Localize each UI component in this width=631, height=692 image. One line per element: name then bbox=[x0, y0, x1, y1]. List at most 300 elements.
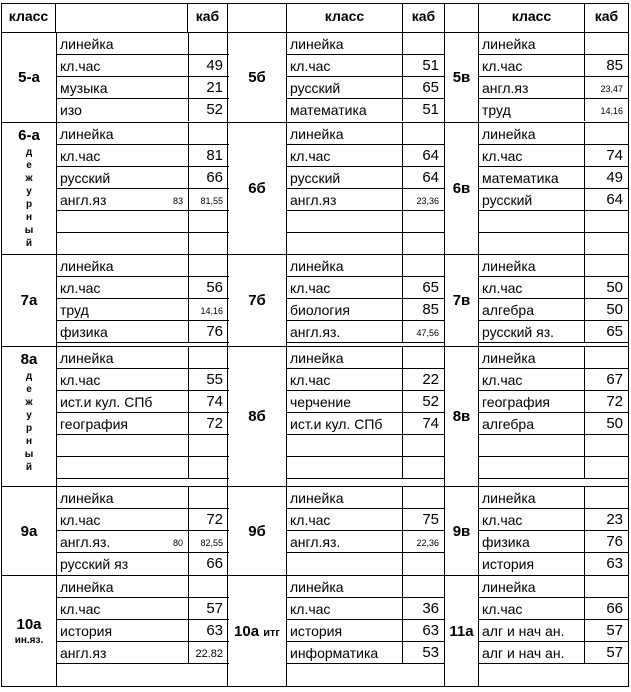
lesson-subject bbox=[57, 321, 189, 343]
class-name: 9б bbox=[248, 522, 266, 540]
lesson-room: 64 bbox=[606, 191, 623, 208]
lesson-subject bbox=[287, 413, 403, 435]
lesson-row bbox=[287, 553, 445, 575]
lesson-room bbox=[403, 576, 445, 598]
class-name-cell bbox=[445, 576, 479, 686]
lesson-row bbox=[479, 435, 629, 457]
subject-text: линейка bbox=[60, 579, 114, 595]
class-name-cell bbox=[228, 576, 287, 686]
lesson-subject bbox=[57, 642, 189, 664]
lesson-room: 81,55 bbox=[200, 196, 223, 206]
class-block bbox=[445, 347, 629, 487]
lesson-row bbox=[287, 435, 445, 457]
class-name-cell bbox=[445, 255, 479, 346]
subject-text: линейка bbox=[60, 350, 114, 366]
lesson-row bbox=[57, 487, 229, 509]
lesson-room bbox=[403, 233, 445, 255]
lesson-room: 51 bbox=[422, 101, 439, 118]
duty-label bbox=[25, 370, 34, 474]
lesson-subject bbox=[57, 77, 189, 99]
subject-text: ист.и кул. СПб bbox=[290, 416, 383, 432]
header-room-2: каб bbox=[403, 3, 445, 33]
class-block bbox=[445, 487, 629, 576]
duty-letter: е bbox=[26, 384, 32, 395]
lesson-subject bbox=[287, 553, 403, 575]
duty-letter: ы bbox=[24, 449, 34, 460]
lesson-room: 14,16 bbox=[600, 106, 623, 116]
subject-text: кл.час bbox=[482, 148, 523, 164]
subject-text: линейка bbox=[290, 490, 344, 506]
lesson-subject bbox=[479, 487, 585, 509]
lesson-subject bbox=[57, 167, 189, 189]
lesson-subject bbox=[57, 531, 189, 553]
lesson-subject bbox=[479, 145, 585, 167]
class-name-cell bbox=[2, 255, 57, 346]
subject-text: кл.час bbox=[290, 372, 331, 388]
lesson-row bbox=[479, 55, 629, 77]
subject-text: линейка bbox=[60, 126, 114, 142]
lesson-room bbox=[585, 211, 629, 233]
lesson-room: 57 bbox=[206, 600, 223, 617]
lesson-row bbox=[287, 457, 445, 479]
duty-letter: й bbox=[25, 462, 33, 473]
lesson-subject bbox=[57, 189, 189, 211]
lesson-room: 50 bbox=[606, 415, 623, 432]
lesson-room: 82,55 bbox=[200, 538, 223, 548]
lesson-subject bbox=[287, 233, 403, 255]
lesson-room: 74 bbox=[206, 393, 223, 410]
lesson-row bbox=[287, 642, 445, 664]
lesson-row bbox=[479, 77, 629, 99]
subject-text: кл.час bbox=[482, 58, 523, 74]
subject-text: физика bbox=[482, 534, 530, 550]
lesson-row bbox=[287, 413, 445, 435]
duty-letter: е bbox=[26, 160, 32, 171]
header-empty-1 bbox=[56, 3, 188, 33]
lesson-row bbox=[287, 531, 445, 553]
duty-letter: р bbox=[25, 199, 33, 210]
lesson-subject bbox=[57, 413, 189, 435]
lesson-room: 65 bbox=[422, 279, 439, 296]
lesson-row bbox=[479, 457, 629, 479]
lesson-subject bbox=[57, 99, 189, 121]
subject-text: линейка bbox=[60, 258, 114, 274]
lesson-row bbox=[57, 123, 229, 145]
subject-text: история bbox=[290, 623, 343, 639]
lesson-subject bbox=[287, 123, 403, 145]
subject-text: музыка bbox=[60, 80, 108, 96]
subject-text: кл.час bbox=[60, 58, 101, 74]
lesson-room bbox=[189, 576, 229, 598]
lesson-room: 23,36 bbox=[416, 196, 439, 206]
subject-text: алг и нач ан. bbox=[482, 623, 565, 639]
subject-text: физика bbox=[60, 324, 108, 340]
lesson-room: 72 bbox=[206, 415, 223, 432]
subject-text: география bbox=[60, 416, 128, 432]
lesson-row bbox=[57, 553, 229, 575]
lesson-subject bbox=[287, 576, 403, 598]
lesson-row bbox=[287, 145, 445, 167]
lesson-subject bbox=[479, 167, 585, 189]
lesson-row bbox=[57, 145, 229, 167]
class-block bbox=[1, 123, 228, 255]
lesson-room bbox=[585, 233, 629, 255]
lesson-row bbox=[57, 167, 229, 189]
duty-letter: р bbox=[25, 423, 33, 434]
lesson-subject bbox=[287, 620, 403, 642]
lesson-room: 57 bbox=[606, 622, 623, 639]
subject-text: алгебра bbox=[482, 302, 534, 318]
lesson-room: 85 bbox=[606, 57, 623, 74]
lesson-room: 23 bbox=[606, 511, 623, 528]
subject-text: линейка bbox=[290, 126, 344, 142]
subject-text: труд bbox=[482, 102, 511, 118]
lesson-row bbox=[479, 189, 629, 211]
subject-text: кл.час bbox=[290, 58, 331, 74]
subject-text: русский bbox=[60, 170, 111, 186]
lesson-row bbox=[479, 211, 629, 233]
duty-letter: н bbox=[25, 436, 33, 447]
lesson-subject bbox=[479, 255, 585, 277]
lesson-subject bbox=[287, 145, 403, 167]
lesson-subject bbox=[287, 189, 403, 211]
lesson-room bbox=[585, 576, 629, 598]
duty-letter: у bbox=[26, 186, 32, 197]
lesson-row bbox=[57, 299, 229, 321]
lesson-subject bbox=[479, 55, 585, 77]
subject-text: линейка bbox=[482, 490, 536, 506]
lesson-row bbox=[287, 211, 445, 233]
class-name: 5в bbox=[452, 69, 471, 86]
lesson-subject bbox=[287, 33, 403, 55]
class-name: 9в bbox=[452, 522, 471, 540]
subject-text: кл.час bbox=[60, 372, 101, 388]
lesson-room bbox=[189, 435, 229, 457]
lesson-subject bbox=[287, 509, 403, 531]
lesson-room bbox=[403, 211, 445, 233]
lesson-subject bbox=[287, 167, 403, 189]
subject-text: линейка bbox=[482, 36, 536, 52]
lesson-row bbox=[287, 167, 445, 189]
lesson-subject bbox=[57, 233, 189, 255]
lesson-room: 67 bbox=[606, 371, 623, 388]
subject-text: изо bbox=[60, 102, 82, 118]
lesson-room: 76 bbox=[606, 533, 623, 550]
lesson-room: 50 bbox=[606, 301, 623, 318]
lesson-subject bbox=[479, 642, 585, 664]
lesson-room bbox=[403, 347, 445, 369]
subject-text: кл.час bbox=[60, 280, 101, 296]
lesson-row bbox=[479, 347, 629, 369]
lesson-room bbox=[189, 33, 229, 55]
lesson-room: 74 bbox=[606, 147, 623, 164]
lesson-row bbox=[287, 299, 445, 321]
lesson-row bbox=[479, 369, 629, 391]
lesson-row bbox=[57, 255, 229, 277]
class-block bbox=[445, 123, 629, 255]
subject-text: кл.час bbox=[482, 512, 523, 528]
subject-text: линейка bbox=[290, 350, 344, 366]
class-block bbox=[1, 347, 228, 487]
class-name-cell bbox=[228, 487, 287, 575]
lesson-subject bbox=[479, 553, 585, 575]
lesson-subject bbox=[479, 457, 585, 479]
lesson-room bbox=[585, 457, 629, 479]
lesson-subject bbox=[287, 347, 403, 369]
header-class-3: класс bbox=[479, 3, 585, 33]
lesson-row bbox=[287, 233, 445, 255]
duty-letter: ы bbox=[24, 225, 34, 236]
subject-text: история bbox=[482, 556, 535, 572]
lesson-row bbox=[287, 123, 445, 145]
class-name-cell bbox=[228, 33, 287, 122]
lesson-row bbox=[287, 620, 445, 642]
lesson-subject bbox=[479, 321, 585, 343]
lesson-subject bbox=[57, 576, 189, 598]
lesson-room bbox=[403, 435, 445, 457]
lesson-subject bbox=[479, 531, 585, 553]
class-block bbox=[1, 255, 228, 347]
lesson-row bbox=[287, 487, 445, 509]
lesson-subject bbox=[57, 369, 189, 391]
lesson-room bbox=[403, 457, 445, 479]
lesson-room: 50 bbox=[606, 279, 623, 296]
class-name: 8в bbox=[452, 408, 471, 425]
class-name-cell bbox=[228, 123, 287, 254]
lesson-subject bbox=[287, 531, 403, 553]
subject-text: кл.час bbox=[290, 512, 331, 528]
subject-text: математика bbox=[482, 170, 559, 186]
lesson-subject bbox=[287, 457, 403, 479]
lesson-subject bbox=[57, 145, 189, 167]
lesson-room: 81 bbox=[206, 147, 223, 164]
schedule-table bbox=[1, 3, 629, 687]
subject-text: русский bbox=[290, 80, 341, 96]
lesson-subject bbox=[57, 487, 189, 509]
lesson-row bbox=[479, 99, 629, 121]
lesson-row bbox=[287, 277, 445, 299]
lesson-room: 49 bbox=[206, 57, 223, 74]
lesson-subject bbox=[57, 391, 189, 413]
subject-text: линейка bbox=[60, 490, 114, 506]
lesson-row bbox=[57, 598, 229, 620]
lesson-subject bbox=[479, 99, 585, 121]
lesson-subject bbox=[479, 33, 585, 55]
class-subtitle: ин.яз. bbox=[14, 635, 44, 646]
lesson-room: 76 bbox=[206, 323, 223, 340]
duty-letter: й bbox=[25, 238, 33, 249]
lesson-row bbox=[287, 576, 445, 598]
header-empty-3a bbox=[445, 3, 479, 33]
class-name: 6-а bbox=[18, 127, 40, 144]
class-name: 7а bbox=[20, 292, 38, 309]
lesson-subject bbox=[479, 123, 585, 145]
lesson-subject bbox=[479, 509, 585, 531]
class-name-cell bbox=[445, 487, 479, 575]
lesson-row bbox=[57, 347, 229, 369]
lesson-row bbox=[57, 211, 229, 233]
subject-text: англ.яз. bbox=[60, 534, 111, 550]
class-name-cell bbox=[445, 347, 479, 486]
class-block bbox=[228, 576, 445, 687]
lesson-row bbox=[57, 233, 229, 255]
lesson-room: 14,16 bbox=[200, 306, 223, 316]
header-empty-2a bbox=[228, 3, 287, 33]
subject-text: англ.яз bbox=[60, 192, 107, 208]
lesson-room: 57 bbox=[606, 644, 623, 661]
lesson-row bbox=[287, 33, 445, 55]
subject-text: линейка bbox=[482, 579, 536, 595]
lesson-row bbox=[57, 189, 229, 211]
class-block bbox=[228, 487, 445, 576]
lesson-room: 23,47 bbox=[600, 84, 623, 94]
lesson-room: 21 bbox=[206, 79, 223, 96]
lesson-subject bbox=[287, 99, 403, 121]
table-header bbox=[1, 3, 629, 33]
class-name: 10а итг bbox=[234, 622, 280, 640]
class-name-cell bbox=[2, 576, 57, 686]
lesson-row bbox=[287, 77, 445, 99]
lesson-room bbox=[189, 233, 229, 255]
lesson-subject bbox=[479, 413, 585, 435]
lesson-row bbox=[57, 55, 229, 77]
lesson-row bbox=[287, 99, 445, 121]
lesson-subject bbox=[479, 435, 585, 457]
class-name-cell bbox=[228, 255, 287, 346]
lesson-room bbox=[585, 347, 629, 369]
lesson-row bbox=[479, 642, 629, 664]
subject-text: русский bbox=[482, 192, 533, 208]
subject-text: история bbox=[60, 623, 113, 639]
lesson-row bbox=[479, 487, 629, 509]
lesson-row bbox=[479, 167, 629, 189]
lesson-room: 65 bbox=[422, 79, 439, 96]
lesson-room bbox=[585, 123, 629, 145]
lesson-row bbox=[479, 33, 629, 55]
lesson-subject bbox=[57, 33, 189, 55]
lesson-row bbox=[479, 413, 629, 435]
lesson-subject bbox=[479, 277, 585, 299]
subject-note: 83 bbox=[172, 196, 183, 206]
subject-text: линейка bbox=[290, 258, 344, 274]
lesson-room bbox=[189, 457, 229, 479]
subject-text: кл.час bbox=[60, 512, 101, 528]
class-block bbox=[228, 123, 445, 255]
lesson-subject bbox=[479, 369, 585, 391]
lesson-room bbox=[403, 487, 445, 509]
lesson-subject bbox=[479, 77, 585, 99]
lesson-row bbox=[287, 255, 445, 277]
lesson-row bbox=[479, 321, 629, 343]
subject-text: кл.час bbox=[290, 601, 331, 617]
lesson-row bbox=[287, 55, 445, 77]
lesson-subject bbox=[57, 55, 189, 77]
class-name: 7в bbox=[452, 292, 471, 309]
class-name: 10а bbox=[16, 616, 42, 633]
lesson-row bbox=[287, 347, 445, 369]
lesson-subject bbox=[57, 255, 189, 277]
class-name-suffix: итг bbox=[263, 626, 280, 639]
lesson-room: 56 bbox=[206, 279, 223, 296]
lesson-row bbox=[479, 620, 629, 642]
lesson-row bbox=[57, 391, 229, 413]
subject-text: англ.яз. bbox=[290, 534, 341, 550]
lesson-subject bbox=[287, 598, 403, 620]
lesson-row bbox=[287, 598, 445, 620]
lesson-row bbox=[479, 277, 629, 299]
lesson-subject bbox=[479, 189, 585, 211]
lesson-subject bbox=[57, 553, 189, 575]
class-name-cell bbox=[2, 33, 57, 122]
class-name-cell bbox=[2, 123, 57, 254]
lesson-subject bbox=[479, 211, 585, 233]
lesson-room: 36 bbox=[422, 600, 439, 617]
lesson-room: 63 bbox=[606, 555, 623, 572]
subject-text: кл.час bbox=[482, 601, 523, 617]
lesson-row bbox=[57, 99, 229, 121]
lesson-subject bbox=[287, 211, 403, 233]
lesson-row bbox=[57, 620, 229, 642]
lesson-row bbox=[57, 77, 229, 99]
class-name: 6в bbox=[452, 180, 471, 197]
lesson-row bbox=[287, 509, 445, 531]
lesson-subject bbox=[479, 598, 585, 620]
lesson-row bbox=[479, 391, 629, 413]
class-block bbox=[445, 576, 629, 687]
subject-text: кл.час bbox=[60, 601, 101, 617]
lesson-subject bbox=[287, 255, 403, 277]
class-block bbox=[228, 255, 445, 347]
lesson-room bbox=[189, 211, 229, 233]
lesson-room: 22,36 bbox=[416, 538, 439, 548]
class-name-cell bbox=[2, 347, 57, 486]
lesson-room bbox=[585, 487, 629, 509]
class-name: 5-а bbox=[18, 69, 40, 86]
class-name: 11а bbox=[449, 622, 474, 640]
class-name-cell bbox=[2, 487, 57, 575]
lesson-subject bbox=[57, 277, 189, 299]
lesson-room: 64 bbox=[422, 147, 439, 164]
lesson-row bbox=[479, 255, 629, 277]
lesson-room bbox=[403, 255, 445, 277]
lesson-subject bbox=[287, 77, 403, 99]
subject-text: линейка bbox=[482, 258, 536, 274]
lesson-row bbox=[57, 531, 229, 553]
lesson-subject bbox=[57, 598, 189, 620]
lesson-subject bbox=[57, 620, 189, 642]
lesson-room: 66 bbox=[606, 600, 623, 617]
duty-letter: д bbox=[25, 371, 33, 382]
duty-letter: у bbox=[26, 410, 32, 421]
lesson-row bbox=[57, 321, 229, 343]
class-block bbox=[445, 255, 629, 347]
lesson-row bbox=[57, 277, 229, 299]
lesson-room: 53 bbox=[422, 644, 439, 661]
lesson-subject bbox=[57, 435, 189, 457]
lesson-subject bbox=[57, 123, 189, 145]
subject-text: черчение bbox=[290, 394, 351, 410]
lesson-room bbox=[403, 553, 445, 575]
lesson-subject bbox=[57, 211, 189, 233]
lesson-subject bbox=[479, 347, 585, 369]
subject-text: кл.час bbox=[60, 148, 101, 164]
lesson-subject bbox=[57, 457, 189, 479]
lesson-room: 49 bbox=[606, 169, 623, 186]
lesson-row bbox=[479, 576, 629, 598]
lesson-room: 63 bbox=[206, 622, 223, 639]
lesson-room bbox=[585, 33, 629, 55]
lesson-subject bbox=[287, 55, 403, 77]
